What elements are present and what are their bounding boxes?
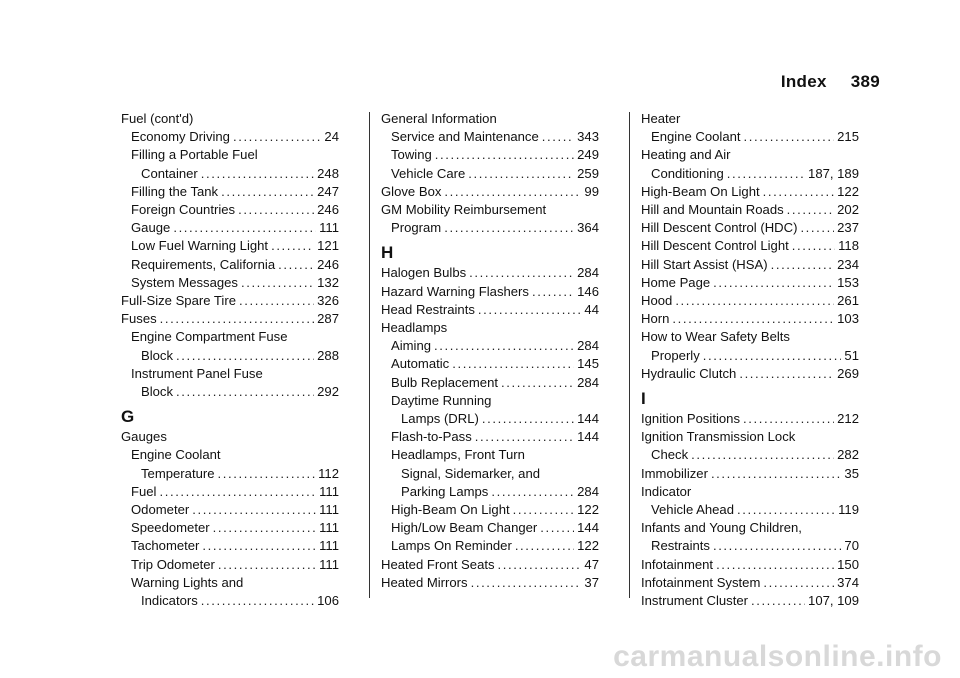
entry-term: Hood <box>641 293 673 309</box>
dot-leader <box>691 446 834 464</box>
entry-term: Halogen Bulbs <box>381 265 467 281</box>
entry-page: 144 <box>577 411 599 427</box>
index-entry <box>641 274 859 292</box>
index-entry <box>381 146 599 164</box>
entry-term: Tachometer <box>131 538 200 554</box>
entry-term: Headlamps <box>381 320 448 336</box>
entry-page: 51 <box>844 347 859 363</box>
entry-term: Headlamps, Front Turn <box>391 447 525 463</box>
dot-leader <box>192 501 316 519</box>
index-entry <box>121 383 339 401</box>
entry-term: Conditioning <box>651 165 724 181</box>
index-entry <box>121 428 339 446</box>
entry-page: 111 <box>319 538 339 554</box>
entry-term: Service and Maintenance <box>391 129 539 145</box>
entry-page: 247 <box>317 183 339 199</box>
entry-term: Block <box>141 347 174 363</box>
dot-leader <box>675 292 834 310</box>
entry-page: 364 <box>577 220 599 236</box>
index-entry <box>641 237 859 255</box>
section-letter: G <box>121 407 135 427</box>
entry-term: Horn <box>641 311 670 327</box>
dot-leader <box>711 465 841 483</box>
entry-term: High-Beam On Light <box>391 502 510 518</box>
dot-leader <box>469 264 574 282</box>
dot-leader <box>540 519 574 537</box>
entry-page: 215 <box>837 129 859 145</box>
entry-term: Hill Start Assist (HSA) <box>641 256 768 272</box>
entry-page: 284 <box>577 483 599 499</box>
entry-term: Indicator <box>641 483 692 499</box>
entry-term: Instrument Cluster <box>641 593 748 609</box>
index-entry <box>381 319 599 337</box>
entry-page: 261 <box>837 293 859 309</box>
entry-page: 287 <box>317 311 339 327</box>
index-entry <box>121 237 339 255</box>
dot-leader <box>434 337 574 355</box>
index-entry <box>641 328 859 346</box>
index-entry <box>381 219 599 237</box>
dot-leader <box>739 365 834 383</box>
dot-leader <box>800 219 834 237</box>
index-entry <box>641 501 859 519</box>
index-entry <box>381 374 599 392</box>
entry-term: Engine Compartment Fuse <box>131 329 288 345</box>
entry-page: 248 <box>317 165 339 181</box>
entry-term: Home Page <box>641 274 711 290</box>
index-entry <box>641 310 859 328</box>
index-entry <box>121 519 339 537</box>
entry-page: 284 <box>577 374 599 390</box>
entry-term: Economy Driving <box>131 129 230 145</box>
entry-term: Head Restraints <box>381 301 475 317</box>
index-entry <box>381 201 599 219</box>
entry-term: Towing <box>391 147 432 163</box>
section-letter: H <box>381 243 394 263</box>
entry-term: Infotainment System <box>641 574 761 590</box>
entry-term: Low Fuel Warning Light <box>131 238 269 254</box>
index-column-1 <box>121 110 339 610</box>
index-entry <box>381 501 599 519</box>
dot-leader <box>787 201 834 219</box>
entry-term: Infotainment <box>641 556 714 572</box>
index-entry <box>641 256 859 274</box>
index-entry <box>641 128 859 146</box>
index-entry <box>641 556 859 574</box>
entry-term: Glove Box <box>381 183 442 199</box>
index-entry <box>641 292 859 310</box>
entry-page: 121 <box>317 238 339 254</box>
entry-page: 288 <box>317 347 339 363</box>
index-entry <box>121 592 339 610</box>
dot-leader <box>201 165 314 183</box>
index-entry <box>641 365 859 383</box>
index-entry <box>381 283 599 301</box>
dot-leader <box>218 556 316 574</box>
entry-term: Fuses <box>121 311 157 327</box>
entry-term: Block <box>141 384 174 400</box>
dot-leader <box>176 383 314 401</box>
entry-term: Filling a Portable Fuel <box>131 147 258 163</box>
entry-term: High/Low Beam Changer <box>391 520 538 536</box>
dot-leader <box>716 556 834 574</box>
entry-page: 202 <box>837 202 859 218</box>
entry-page: 107, 109 <box>808 593 859 609</box>
entry-term: GM Mobility Reimbursement <box>381 202 547 218</box>
entry-term: Foreign Countries <box>131 202 236 218</box>
entry-term: Heating and Air <box>641 147 731 163</box>
dot-leader <box>471 574 582 592</box>
index-entry <box>121 165 339 183</box>
entry-term: General Information <box>381 111 497 126</box>
dot-leader <box>173 219 316 237</box>
entry-term: Trip Odometer <box>131 556 215 572</box>
index-entry <box>121 128 339 146</box>
index-entry <box>121 201 339 219</box>
entry-term: Heated Mirrors <box>381 574 468 590</box>
entry-page: 259 <box>577 165 599 181</box>
page-number: 389 <box>850 72 880 91</box>
dot-leader <box>176 347 314 365</box>
dot-leader <box>241 274 314 292</box>
dot-leader <box>713 537 841 555</box>
entry-term: Automatic <box>391 356 450 372</box>
entry-term: High-Beam On Light <box>641 183 760 199</box>
dot-leader <box>213 519 316 537</box>
entry-term: Gauges <box>121 429 167 445</box>
dot-leader <box>444 219 574 237</box>
entry-page: 47 <box>584 556 599 572</box>
entry-page: 282 <box>837 447 859 463</box>
index-entry <box>641 347 859 365</box>
entry-term: Infants and Young Children, <box>641 520 802 536</box>
dot-leader <box>435 146 574 164</box>
entry-page: 122 <box>577 502 599 518</box>
entry-page: 112 <box>318 465 339 481</box>
index-column-3 <box>641 110 859 610</box>
dot-leader <box>475 428 574 446</box>
index-entry <box>381 301 599 319</box>
entry-page: 106 <box>317 593 339 609</box>
entry-term: Vehicle Ahead <box>651 502 734 518</box>
dot-leader <box>763 574 834 592</box>
index-entry <box>641 574 859 592</box>
dot-leader <box>452 355 574 373</box>
entry-page: 246 <box>317 256 339 272</box>
entry-term: Ignition Positions <box>641 411 740 427</box>
entry-term: Hill Descent Control (HDC) <box>641 220 798 236</box>
dot-leader <box>763 183 835 201</box>
index-entry <box>381 337 599 355</box>
entry-page: 374 <box>837 574 859 590</box>
index-entry <box>641 201 859 219</box>
entry-term: How to Wear Safety Belts <box>641 329 790 345</box>
entry-term: Engine Coolant <box>131 447 221 463</box>
entry-term: Warning Lights and <box>131 574 244 590</box>
dot-leader <box>233 128 321 146</box>
page-header <box>781 72 880 92</box>
dot-leader <box>792 237 835 255</box>
dot-leader <box>468 165 574 183</box>
entry-term: Container <box>141 165 198 181</box>
entry-page: 153 <box>837 274 859 290</box>
index-entry <box>641 146 859 164</box>
entry-term: Signal, Sidemarker, and <box>401 465 541 481</box>
index-entry <box>641 219 859 237</box>
dot-leader <box>751 592 805 610</box>
index-entry <box>121 183 339 201</box>
index-entry <box>381 446 599 464</box>
entry-term: Daytime Running <box>391 392 492 408</box>
entry-page: 150 <box>837 556 859 572</box>
entry-term: Parking Lamps <box>401 483 489 499</box>
dot-leader <box>744 128 835 146</box>
entry-term: Full-Size Spare Tire <box>121 293 236 309</box>
index-entry <box>121 274 339 292</box>
index-entry <box>381 392 599 410</box>
entry-page: 35 <box>844 465 859 481</box>
index-entry <box>121 465 339 483</box>
dot-leader <box>515 537 574 555</box>
section-letter: I <box>641 389 646 409</box>
entry-page: 237 <box>837 220 859 236</box>
index-entry <box>381 355 599 373</box>
entry-term: Lamps (DRL) <box>401 411 479 427</box>
entry-term: Program <box>391 220 442 236</box>
index-entry <box>381 574 599 592</box>
index-entry <box>641 465 859 483</box>
dot-leader <box>771 256 835 274</box>
dot-leader <box>238 201 314 219</box>
entry-page: 37 <box>584 574 599 590</box>
entry-term: Heater <box>641 111 681 126</box>
entry-term: Hill Descent Control Light <box>641 238 789 254</box>
index-entry <box>381 110 599 128</box>
index-entry <box>121 256 339 274</box>
index-entry <box>641 183 859 201</box>
dot-leader <box>478 301 582 319</box>
index-entry <box>121 310 339 328</box>
column-divider <box>369 112 370 598</box>
index-entry <box>381 556 599 574</box>
index-entry <box>381 465 599 483</box>
index-entry <box>641 110 859 128</box>
index-entry <box>121 365 339 383</box>
entry-page: 212 <box>837 411 859 427</box>
entry-term: Ignition Transmission Lock <box>641 429 796 445</box>
index-entry <box>121 501 339 519</box>
index-entry <box>641 446 859 464</box>
index-entry <box>381 128 599 146</box>
entry-page: 326 <box>317 293 339 309</box>
entry-term: Hill and Mountain Roads <box>641 202 784 218</box>
index-entry <box>121 328 339 346</box>
index-entry <box>381 410 599 428</box>
dot-leader <box>278 256 314 274</box>
entry-page: 111 <box>319 483 339 499</box>
column-divider <box>629 112 630 598</box>
dot-leader <box>501 374 574 392</box>
entry-page: 122 <box>837 183 859 199</box>
index-entry <box>121 110 339 128</box>
entry-term: Engine Coolant <box>651 129 741 145</box>
dot-leader <box>727 165 805 183</box>
entry-page: 24 <box>324 129 339 145</box>
dot-leader <box>713 274 834 292</box>
entry-term: Odometer <box>131 502 190 518</box>
entry-page: 103 <box>837 311 859 327</box>
dot-leader <box>542 128 574 146</box>
entry-term: Fuel <box>131 483 157 499</box>
entry-term: Temperature <box>141 465 215 481</box>
index-entry <box>381 483 599 501</box>
entry-term: Lamps On Reminder <box>391 538 512 554</box>
header-title: Index <box>780 72 827 91</box>
entry-page: 111 <box>319 520 339 536</box>
dot-leader <box>160 310 314 328</box>
entry-page: 146 <box>577 283 599 299</box>
index-column-2 <box>381 110 599 592</box>
entry-term: Heated Front Seats <box>381 556 495 572</box>
entry-term: Fuel (cont'd) <box>121 111 194 126</box>
watermark: carmanualsonline.info <box>613 640 942 673</box>
entry-term: Restraints <box>651 538 710 554</box>
entry-page: 292 <box>317 384 339 400</box>
entry-page: 343 <box>577 129 599 145</box>
entry-term: Aiming <box>391 338 432 354</box>
entry-term: Hazard Warning Flashers <box>381 283 529 299</box>
index-entry <box>641 519 859 537</box>
index-entry <box>121 219 339 237</box>
entry-page: 246 <box>317 202 339 218</box>
index-entry <box>121 146 339 164</box>
index-entry <box>121 292 339 310</box>
index-entry <box>121 574 339 592</box>
dot-leader <box>202 537 316 555</box>
index-entry <box>121 347 339 365</box>
entry-term: Filling the Tank <box>131 183 219 199</box>
entry-page: 44 <box>584 301 599 317</box>
entry-term: Immobilizer <box>641 465 708 481</box>
index-entry <box>641 410 859 428</box>
entry-page: 269 <box>837 365 859 381</box>
entry-term: Requirements, California <box>131 256 276 272</box>
entry-page: 122 <box>577 538 599 554</box>
entry-term: Gauge <box>131 220 171 236</box>
entry-term: Instrument Panel Fuse <box>131 365 263 381</box>
entry-page: 111 <box>319 502 339 518</box>
index-entry <box>381 519 599 537</box>
entry-term: Flash-to-Pass <box>391 429 472 445</box>
entry-page: 111 <box>319 220 339 236</box>
dot-leader <box>239 292 314 310</box>
index-entry <box>121 446 339 464</box>
entry-page: 234 <box>837 256 859 272</box>
entry-page: 145 <box>577 356 599 372</box>
entry-page: 284 <box>577 265 599 281</box>
dot-leader <box>513 501 575 519</box>
index-entry <box>121 556 339 574</box>
index-entry <box>381 537 599 555</box>
index-entry <box>381 264 599 282</box>
dot-leader <box>201 592 314 610</box>
dot-leader <box>159 483 316 501</box>
entry-term: Bulb Replacement <box>391 374 498 390</box>
index-entry <box>121 537 339 555</box>
entry-term: Indicators <box>141 593 198 609</box>
entry-page: 119 <box>838 502 859 518</box>
entry-term: Hydraulic Clutch <box>641 365 737 381</box>
entry-page: 249 <box>577 147 599 163</box>
index-entry <box>641 537 859 555</box>
dot-leader <box>737 501 835 519</box>
dot-leader <box>498 556 582 574</box>
dot-leader <box>672 310 834 328</box>
index-entry <box>641 165 859 183</box>
index-entry <box>641 483 859 501</box>
entry-page: 99 <box>584 183 599 199</box>
entry-page: 187, 189 <box>808 165 859 181</box>
entry-term: Properly <box>651 347 700 363</box>
dot-leader <box>271 237 314 255</box>
entry-term: Vehicle Care <box>391 165 466 181</box>
index-entry <box>381 183 599 201</box>
entry-term: Check <box>651 447 689 463</box>
index-entry <box>641 428 859 446</box>
entry-page: 132 <box>317 274 339 290</box>
entry-page: 118 <box>838 238 859 254</box>
dot-leader <box>703 347 842 365</box>
entry-page: 70 <box>844 538 859 554</box>
entry-term: Speedometer <box>131 520 210 536</box>
dot-leader <box>532 283 574 301</box>
entry-page: 144 <box>577 520 599 536</box>
entry-page: 144 <box>577 429 599 445</box>
entry-term: System Messages <box>131 274 238 290</box>
entry-page: 111 <box>319 556 339 572</box>
index-entry <box>381 165 599 183</box>
index-entry <box>121 483 339 501</box>
dot-leader <box>491 483 574 501</box>
dot-leader <box>221 183 314 201</box>
entry-page: 284 <box>577 338 599 354</box>
index-entry <box>641 592 859 610</box>
dot-leader <box>444 183 581 201</box>
index-entry <box>381 428 599 446</box>
dot-leader <box>218 465 316 483</box>
dot-leader <box>482 410 574 428</box>
dot-leader <box>743 410 834 428</box>
